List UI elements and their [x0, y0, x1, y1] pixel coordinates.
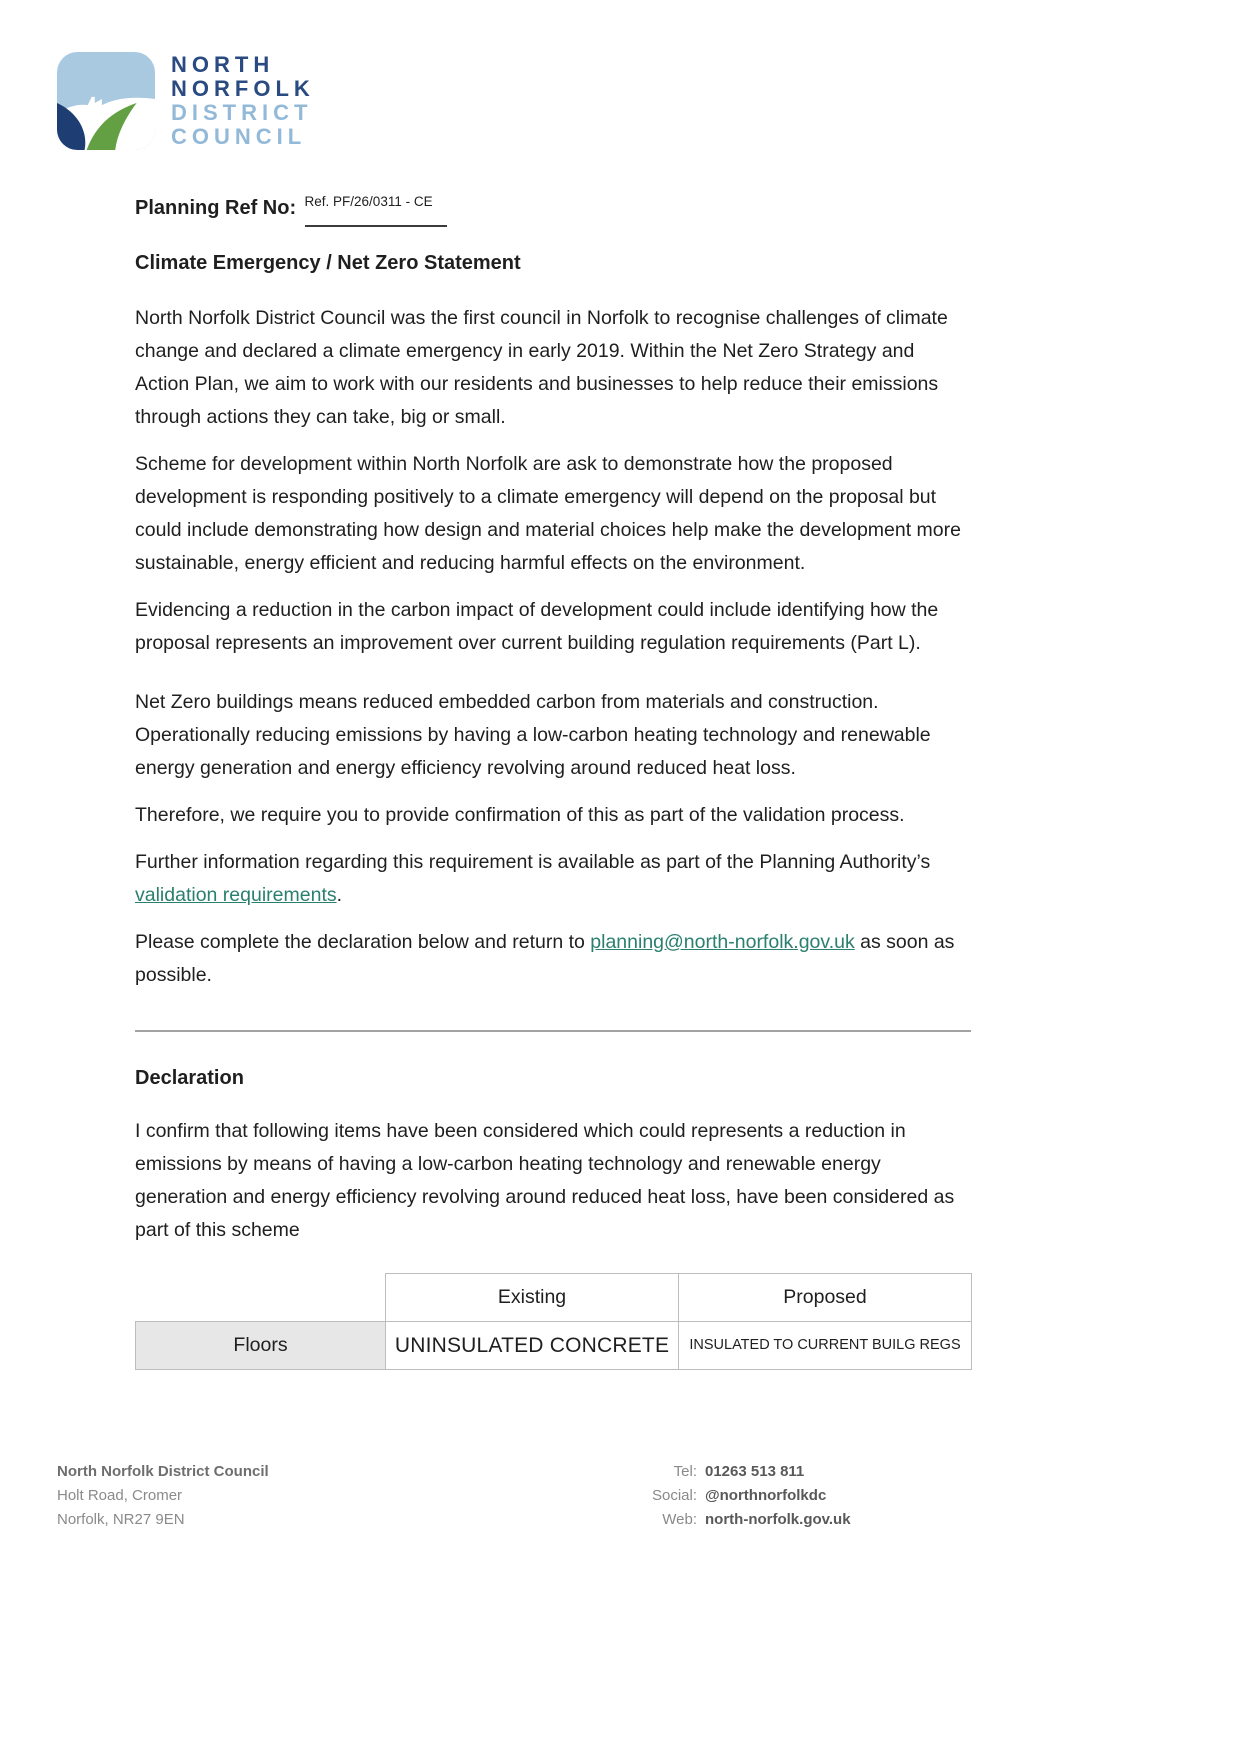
paragraph-return-instructions [135, 926, 971, 992]
declaration-text: I confirm that following items have been considered which could represents a reduction in emissions by means of having a low-carbon heating technology and renewable energy generation and energy efficiency revolving around reduced heat loss, have been considered as part of this scheme [135, 1120, 955, 1241]
paragraph-therefore: Therefore, we require you to provide confirmation of this as part of the validation process. [135, 804, 905, 826]
footer-tel-label: Tel: [673, 1463, 697, 1480]
footer-social-row [625, 1484, 851, 1508]
paragraph-evidencing: Evidencing a reduction in the carbon impact of development could include identifying how the proposal represents an improvement over current building regulation requirements (Part L). [135, 599, 939, 654]
table-row [136, 1322, 972, 1370]
planning-email-link[interactable]: planning@north-norfolk.gov.uk [590, 931, 855, 953]
council-logo-wordmark [171, 53, 315, 149]
page-title: Climate Emergency / Net Zero Statement [135, 252, 521, 274]
declaration-heading: Declaration [135, 1067, 244, 1089]
floors-existing-cell[interactable]: UNINSULATED CONCRETE [386, 1322, 679, 1370]
floors-proposed-cell[interactable]: INSULATED TO CURRENT BUILG REGS [679, 1322, 972, 1370]
column-header-proposed: Proposed [679, 1274, 972, 1322]
footer-social-label: Social: [651, 1487, 697, 1504]
row-label-floors: Floors [136, 1322, 386, 1370]
footer-web-value: north-norfolk.gov.uk [705, 1511, 851, 1528]
return-text: Please complete the declaration below and return to [135, 931, 591, 953]
footer-contact-block [625, 1460, 851, 1532]
footer-tel-row [625, 1460, 851, 1484]
footer-org-name: North Norfolk District Council [57, 1463, 269, 1480]
paragraph-intro: North Norfolk District Council was the first council in Norfolk to recognise challenges of climate change and declared a climate emergency in early 2019. Within the Net Zero Strategy and Action Plan, we aim to work with our residents and businesses to help reduce their emissions through actions they can take, big or small. [135, 307, 948, 428]
planning-ref-row [135, 192, 971, 227]
footer-address-line2: Norfolk, NR27 9EN [57, 1511, 185, 1528]
planning-ref-label: Planning Ref No: [135, 197, 297, 219]
footer-tel-value: 01263 513 811 [705, 1463, 805, 1480]
table-corner-cell [136, 1274, 386, 1322]
council-logo-icon [57, 52, 155, 150]
footer-social-value: @northnorfolkdc [705, 1487, 827, 1504]
footer-address-block [57, 1460, 269, 1532]
footer-web-label: Web: [662, 1511, 697, 1528]
declaration-table [135, 1273, 972, 1370]
planning-ref-field[interactable] [305, 192, 447, 227]
logo-word-north: NORTH [171, 52, 275, 77]
planning-ref-value: Ref. PF/26/0311 - CE [304, 194, 433, 209]
column-header-existing: Existing [386, 1274, 679, 1322]
further-info-period: . [336, 884, 343, 906]
logo-word-norfolk: NORFOLK [171, 76, 315, 101]
paragraph-net-zero: Net Zero buildings means reduced embedded carbon from materials and construction. Operationally reducing emissions by having a low-carbon heating technology and renewable energy generation and energy efficiency revolving around reduced heat loss. [135, 691, 931, 779]
logo-word-council: COUNCIL [171, 124, 307, 149]
validation-requirements-link[interactable]: validation requirements [135, 884, 337, 906]
paragraph-scheme: Scheme for development within North Norfolk are ask to demonstrate how the proposed development is responding positively to a climate emergency will depend on the proposal but could include demonstrating how design and material choices help make the development more sustainable, energy efficient and reducing harmful effects on the environment. [135, 453, 961, 574]
table-header-row [136, 1274, 972, 1322]
document-body [135, 192, 971, 1370]
footer-address-line1: Holt Road, Cromer [57, 1487, 183, 1504]
footer-web-row [625, 1508, 851, 1532]
logo-word-district: DISTRICT [171, 100, 313, 125]
council-logo [57, 52, 315, 150]
paragraph-further-info [135, 846, 971, 912]
section-divider [135, 1030, 971, 1032]
further-info-text: Further information regarding this requirement is available as part of the Planning Authority’s [135, 851, 931, 873]
return-text-after: as soon as possible. [135, 931, 955, 986]
